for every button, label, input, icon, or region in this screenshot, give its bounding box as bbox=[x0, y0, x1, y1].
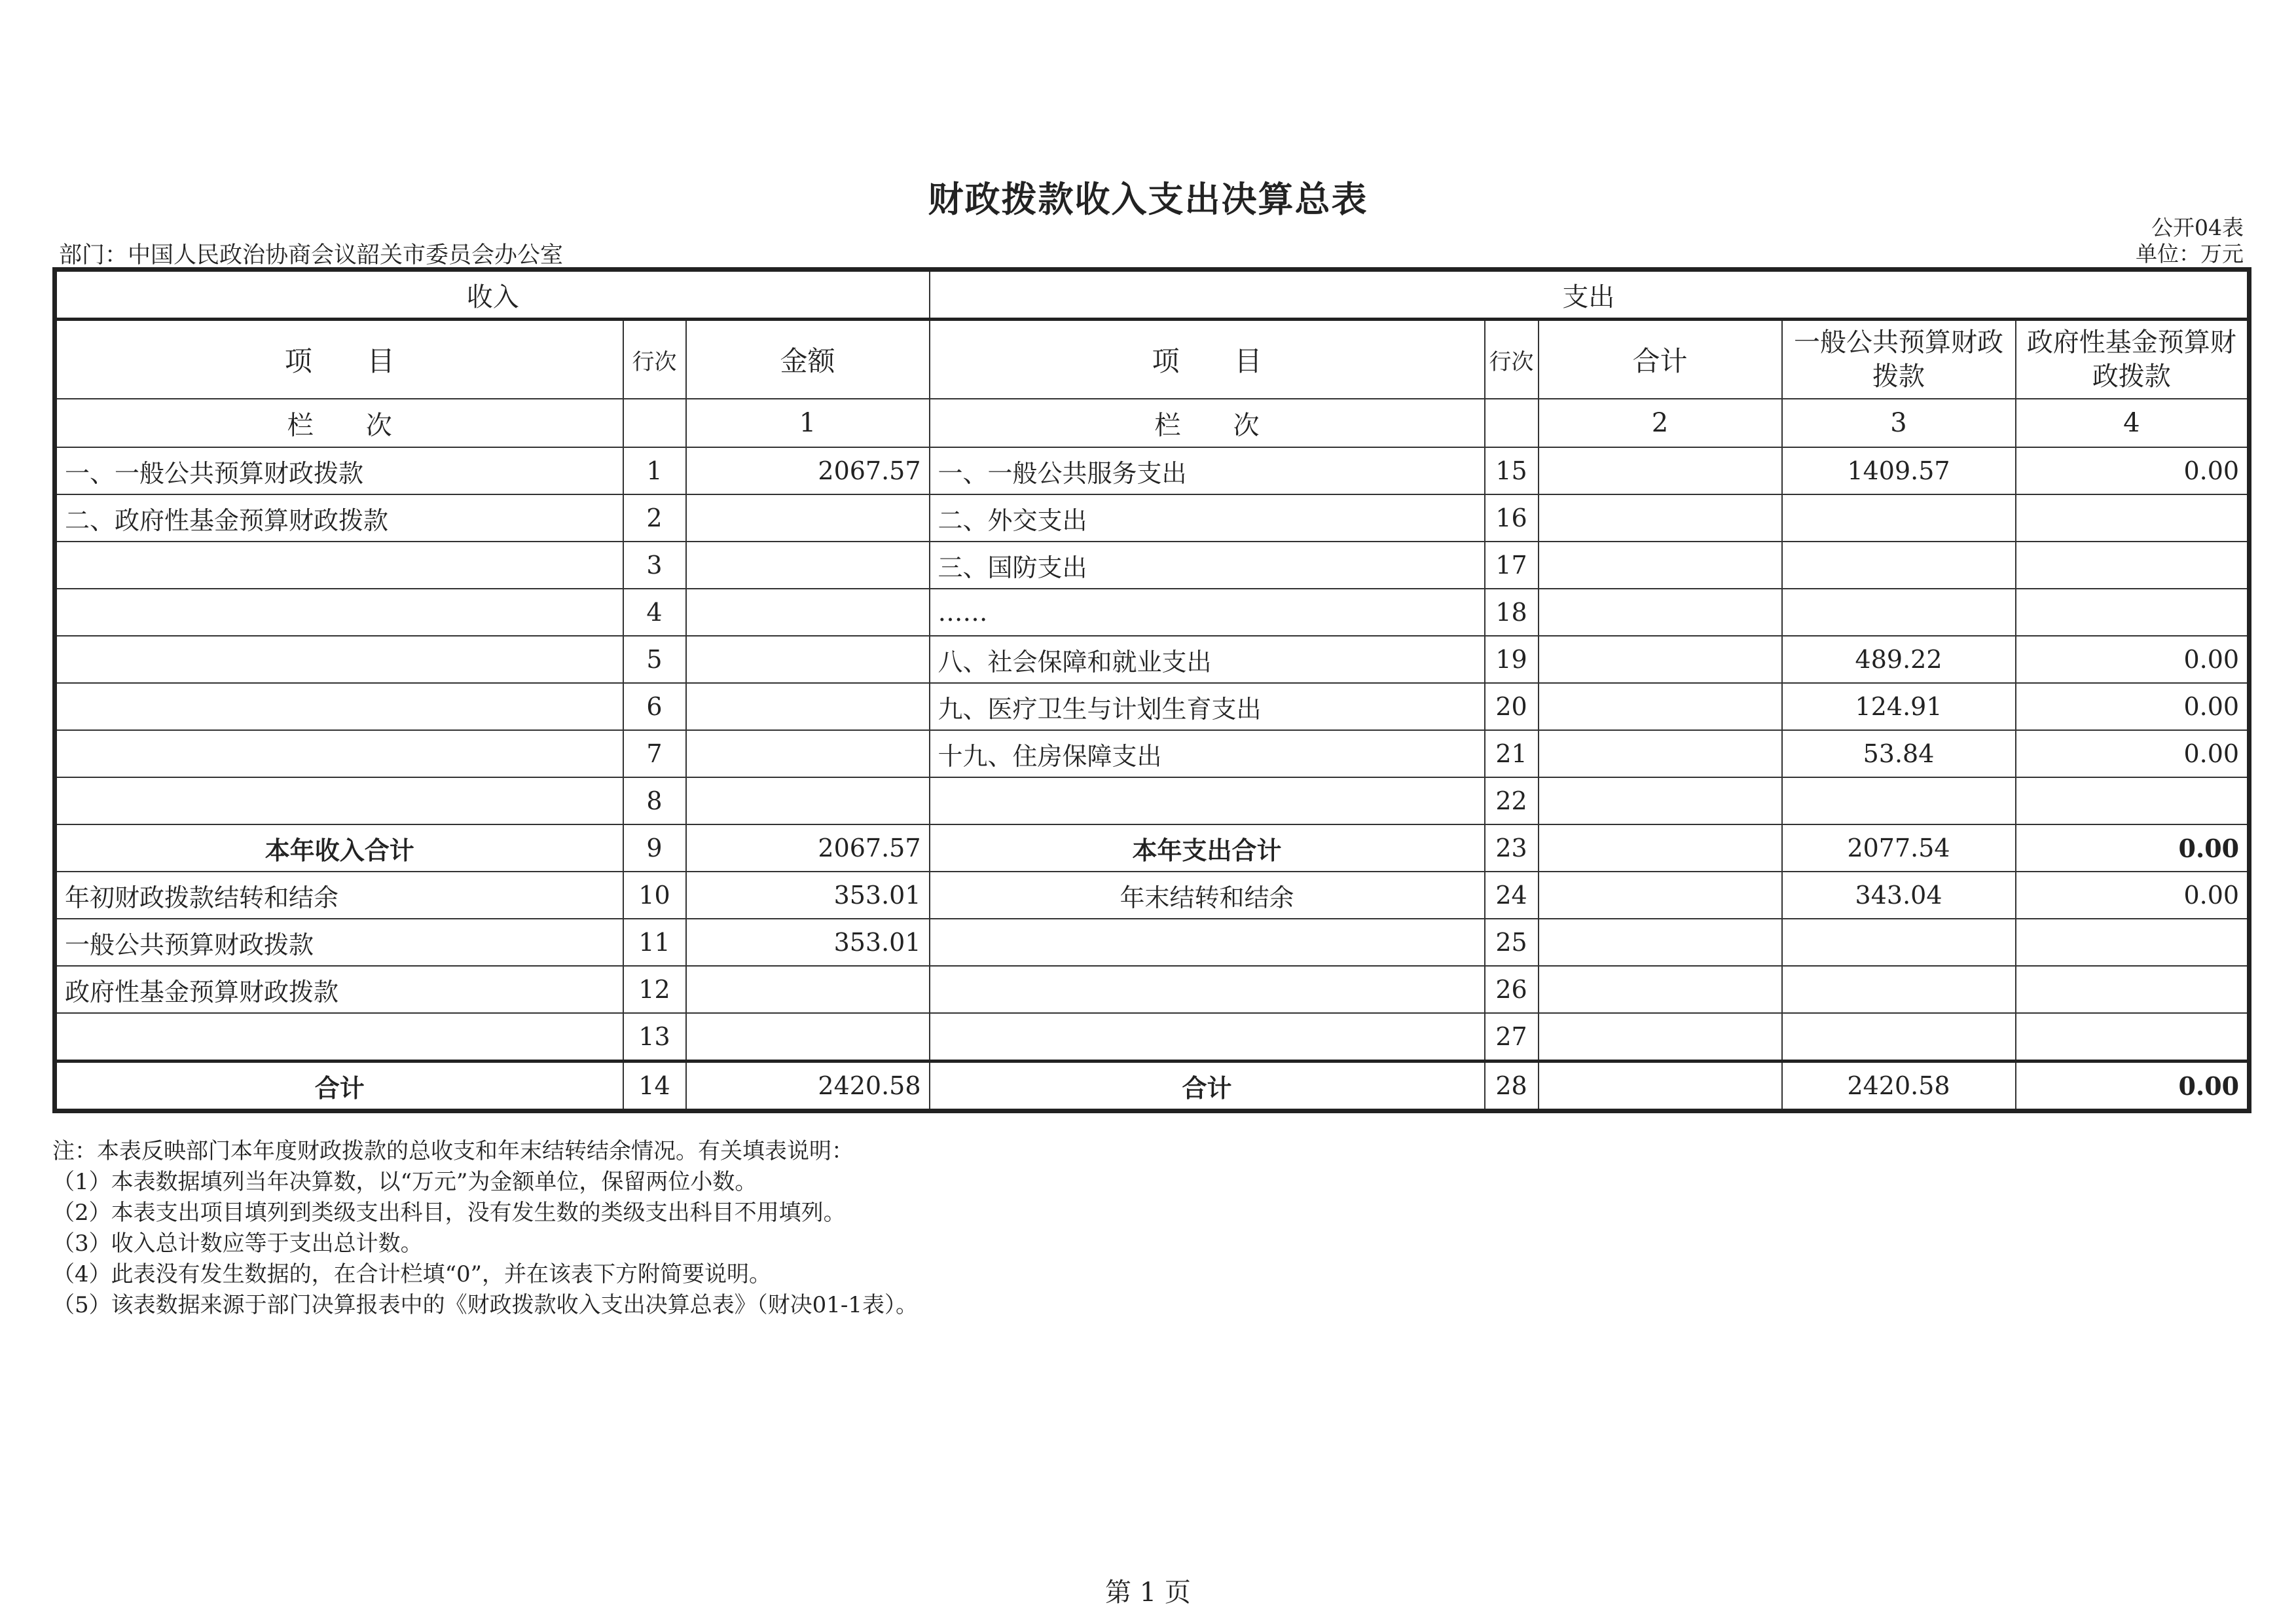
unit-label: 单位：万元 bbox=[2136, 241, 2244, 267]
income-lanci-label: 栏 次 bbox=[55, 399, 623, 447]
gov-fund-cell: 0.00 bbox=[2016, 683, 2250, 730]
expense-item-cell: 三、国防支出 bbox=[930, 542, 1485, 589]
gov-fund-cell: 0.00 bbox=[2016, 636, 2250, 683]
income-amount-cell: 2420.58 bbox=[686, 1061, 930, 1111]
general-budget-cell bbox=[1782, 1013, 2016, 1061]
expense-total-cell bbox=[1539, 1013, 1782, 1061]
table-row bbox=[55, 542, 2250, 589]
income-amount-cell bbox=[686, 542, 930, 589]
income-section-header: 收入 bbox=[55, 270, 930, 320]
income-line-no-cell: 6 bbox=[623, 683, 686, 730]
note-line: （5）该表数据来源于部门决算报表中的《财政拨款收入支出决算总表》（财决01-1表）。 bbox=[52, 1292, 919, 1318]
income-line-no-cell: 3 bbox=[623, 542, 686, 589]
expense-total-cell bbox=[1539, 872, 1782, 919]
expense-total-cell bbox=[1539, 730, 1782, 777]
table-row bbox=[55, 919, 2250, 966]
income-line-no-cell: 9 bbox=[623, 824, 686, 872]
general-budget-cell bbox=[1782, 777, 2016, 824]
expense-total-cell bbox=[1539, 636, 1782, 683]
gov-fund-cell bbox=[2016, 589, 2250, 636]
gov-fund-cell bbox=[2016, 1013, 2250, 1061]
section-header-row bbox=[55, 270, 2250, 320]
income-amount-cell bbox=[686, 589, 930, 636]
gov-fund-cell: 0.00 bbox=[2016, 872, 2250, 919]
income-amount-cell bbox=[686, 777, 930, 824]
expense-total-cell bbox=[1539, 1061, 1782, 1111]
expense-item-cell: …… bbox=[930, 589, 1485, 636]
col-number-1: 1 bbox=[686, 399, 930, 447]
gov-fund-cell: 0.00 bbox=[2016, 1061, 2250, 1111]
expense-line-no-cell: 17 bbox=[1485, 542, 1539, 589]
col-number-4: 4 bbox=[2016, 399, 2250, 447]
general-budget-cell: 53.84 bbox=[1782, 730, 2016, 777]
expense-total-cell bbox=[1539, 447, 1782, 494]
general-budget-cell bbox=[1782, 589, 2016, 636]
budget-summary-table bbox=[52, 267, 2251, 1113]
gov-fund-cell bbox=[2016, 777, 2250, 824]
income-line-no-cell: 1 bbox=[623, 447, 686, 494]
form-code: 公开04表 bbox=[2151, 215, 2244, 240]
income-amount-cell bbox=[686, 683, 930, 730]
expense-line-no-cell: 22 bbox=[1485, 777, 1539, 824]
income-lanci-lineno bbox=[623, 399, 686, 447]
expense-line-no-cell: 21 bbox=[1485, 730, 1539, 777]
gov-fund-cell bbox=[2016, 542, 2250, 589]
expense-lanci-lineno bbox=[1485, 399, 1539, 447]
table-row bbox=[55, 589, 2250, 636]
expense-total-cell bbox=[1539, 919, 1782, 966]
general-budget-header: 一般公共预算财政拨款 bbox=[1782, 320, 2016, 399]
income-item-cell bbox=[55, 589, 623, 636]
income-item-cell bbox=[55, 777, 623, 824]
table-row bbox=[55, 636, 2250, 683]
col-number-3: 3 bbox=[1782, 399, 2016, 447]
income-line-no-cell: 7 bbox=[623, 730, 686, 777]
gov-fund-cell: 0.00 bbox=[2016, 730, 2250, 777]
expense-item-cell: 九、医疗卫生与计划生育支出 bbox=[930, 683, 1485, 730]
general-budget-cell: 1409.57 bbox=[1782, 447, 2016, 494]
income-line-no-cell: 14 bbox=[623, 1061, 686, 1111]
general-budget-cell: 124.91 bbox=[1782, 683, 2016, 730]
note-line: （1）本表数据填列当年决算数，以“万元”为金额单位，保留两位小数。 bbox=[52, 1169, 757, 1195]
expense-total-cell bbox=[1539, 494, 1782, 542]
expense-line-no-cell: 27 bbox=[1485, 1013, 1539, 1061]
income-amount-cell bbox=[686, 1013, 930, 1061]
income-line-no-cell: 11 bbox=[623, 919, 686, 966]
note-line: （3）收入总计数应等于支出总计数。 bbox=[52, 1230, 423, 1257]
department-label: 部门：中国人民政治协商会议韶关市委员会办公室 bbox=[59, 242, 564, 268]
expense-total-header: 合计 bbox=[1539, 320, 1782, 399]
expense-lanci-label: 栏 次 bbox=[930, 399, 1485, 447]
expense-line-no-cell: 18 bbox=[1485, 589, 1539, 636]
income-item-cell bbox=[55, 683, 623, 730]
expense-item-cell: 十九、住房保障支出 bbox=[930, 730, 1485, 777]
expense-line-no-header: 行次 bbox=[1485, 320, 1539, 399]
income-item-cell: 一、一般公共预算财政拨款 bbox=[55, 447, 623, 494]
table-row bbox=[55, 494, 2250, 542]
income-item-header: 项 目 bbox=[55, 320, 623, 399]
note-line: 注：本表反映部门本年度财政拨款的总收支和年末结转结余情况。有关填表说明： bbox=[52, 1138, 854, 1164]
income-line-no-cell: 8 bbox=[623, 777, 686, 824]
income-line-no-cell: 4 bbox=[623, 589, 686, 636]
gov-fund-cell bbox=[2016, 966, 2250, 1013]
gov-fund-cell bbox=[2016, 494, 2250, 542]
table-row bbox=[55, 777, 2250, 824]
income-amount-cell bbox=[686, 730, 930, 777]
income-item-cell bbox=[55, 636, 623, 683]
expense-total-cell bbox=[1539, 542, 1782, 589]
income-line-no-cell: 5 bbox=[623, 636, 686, 683]
general-budget-cell: 2077.54 bbox=[1782, 824, 2016, 872]
gov-fund-header: 政府性基金预算财政拨款 bbox=[2016, 320, 2250, 399]
income-item-cell: 二、政府性基金预算财政拨款 bbox=[55, 494, 623, 542]
expense-total-cell bbox=[1539, 683, 1782, 730]
expense-item-cell: 二、外交支出 bbox=[930, 494, 1485, 542]
column-number-row bbox=[55, 399, 2250, 447]
general-budget-cell: 2420.58 bbox=[1782, 1061, 2016, 1111]
income-line-no-cell: 12 bbox=[623, 966, 686, 1013]
income-item-cell bbox=[55, 1013, 623, 1061]
income-amount-cell: 353.01 bbox=[686, 919, 930, 966]
table-row bbox=[55, 730, 2250, 777]
general-budget-cell bbox=[1782, 542, 2016, 589]
income-item-cell: 年初财政拨款结转和结余 bbox=[55, 872, 623, 919]
expense-line-no-cell: 26 bbox=[1485, 966, 1539, 1013]
page-number: 第 1 页 bbox=[1105, 1578, 1191, 1608]
expense-item-cell: 八、社会保障和就业支出 bbox=[930, 636, 1485, 683]
expense-line-no-cell: 16 bbox=[1485, 494, 1539, 542]
expense-item-cell bbox=[930, 1013, 1485, 1061]
column-header-row bbox=[55, 320, 2250, 399]
table-row bbox=[55, 1061, 2250, 1111]
income-item-cell: 本年收入合计 bbox=[55, 824, 623, 872]
expense-item-cell bbox=[930, 919, 1485, 966]
income-line-no-cell: 13 bbox=[623, 1013, 686, 1061]
income-amount-cell bbox=[686, 636, 930, 683]
income-amount-header: 金额 bbox=[686, 320, 930, 399]
income-amount-cell: 2067.57 bbox=[686, 824, 930, 872]
note-line: （4）此表没有发生数据的，在合计栏填“0”，并在该表下方附简要说明。 bbox=[52, 1261, 772, 1287]
expense-section-header: 支出 bbox=[930, 270, 2250, 320]
col-number-2: 2 bbox=[1539, 399, 1782, 447]
general-budget-cell: 343.04 bbox=[1782, 872, 2016, 919]
expense-total-cell bbox=[1539, 589, 1782, 636]
gov-fund-cell: 0.00 bbox=[2016, 447, 2250, 494]
table-row bbox=[55, 872, 2250, 919]
expense-item-cell: 本年支出合计 bbox=[930, 824, 1485, 872]
expense-item-cell: 合计 bbox=[930, 1061, 1485, 1111]
gov-fund-cell bbox=[2016, 919, 2250, 966]
income-item-cell: 合计 bbox=[55, 1061, 623, 1111]
general-budget-cell bbox=[1782, 919, 2016, 966]
income-item-cell: 政府性基金预算财政拨款 bbox=[55, 966, 623, 1013]
gov-fund-cell: 0.00 bbox=[2016, 824, 2250, 872]
expense-item-cell: 年末结转和结余 bbox=[930, 872, 1485, 919]
expense-line-no-cell: 24 bbox=[1485, 872, 1539, 919]
expense-item-cell bbox=[930, 777, 1485, 824]
general-budget-cell bbox=[1782, 494, 2016, 542]
income-amount-cell bbox=[686, 494, 930, 542]
page-title: 财政拨款收入支出决算总表 bbox=[928, 178, 1368, 220]
income-item-cell bbox=[55, 542, 623, 589]
expense-item-cell bbox=[930, 966, 1485, 1013]
expense-line-no-cell: 28 bbox=[1485, 1061, 1539, 1111]
expense-line-no-cell: 23 bbox=[1485, 824, 1539, 872]
expense-total-cell bbox=[1539, 966, 1782, 1013]
general-budget-cell bbox=[1782, 966, 2016, 1013]
income-amount-cell bbox=[686, 966, 930, 1013]
income-item-cell bbox=[55, 730, 623, 777]
expense-item-cell: 一、一般公共服务支出 bbox=[930, 447, 1485, 494]
table-row bbox=[55, 447, 2250, 494]
expense-total-cell bbox=[1539, 824, 1782, 872]
expense-line-no-cell: 20 bbox=[1485, 683, 1539, 730]
table-row bbox=[55, 683, 2250, 730]
table-row bbox=[55, 1013, 2250, 1061]
income-line-no-cell: 10 bbox=[623, 872, 686, 919]
expense-line-no-cell: 15 bbox=[1485, 447, 1539, 494]
expense-item-header: 项 目 bbox=[930, 320, 1485, 399]
notes bbox=[52, 1136, 918, 1321]
expense-total-cell bbox=[1539, 777, 1782, 824]
general-budget-cell: 489.22 bbox=[1782, 636, 2016, 683]
expense-line-no-cell: 25 bbox=[1485, 919, 1539, 966]
income-amount-cell: 2067.57 bbox=[686, 447, 930, 494]
income-line-no-cell: 2 bbox=[623, 494, 686, 542]
table-row bbox=[55, 824, 2250, 872]
income-line-no-header: 行次 bbox=[623, 320, 686, 399]
income-item-cell: 一般公共预算财政拨款 bbox=[55, 919, 623, 966]
table-row bbox=[55, 966, 2250, 1013]
income-amount-cell: 353.01 bbox=[686, 872, 930, 919]
expense-line-no-cell: 19 bbox=[1485, 636, 1539, 683]
note-line: （2）本表支出项目填列到类级支出科目，没有发生数的类级支出科目不用填列。 bbox=[52, 1200, 846, 1226]
